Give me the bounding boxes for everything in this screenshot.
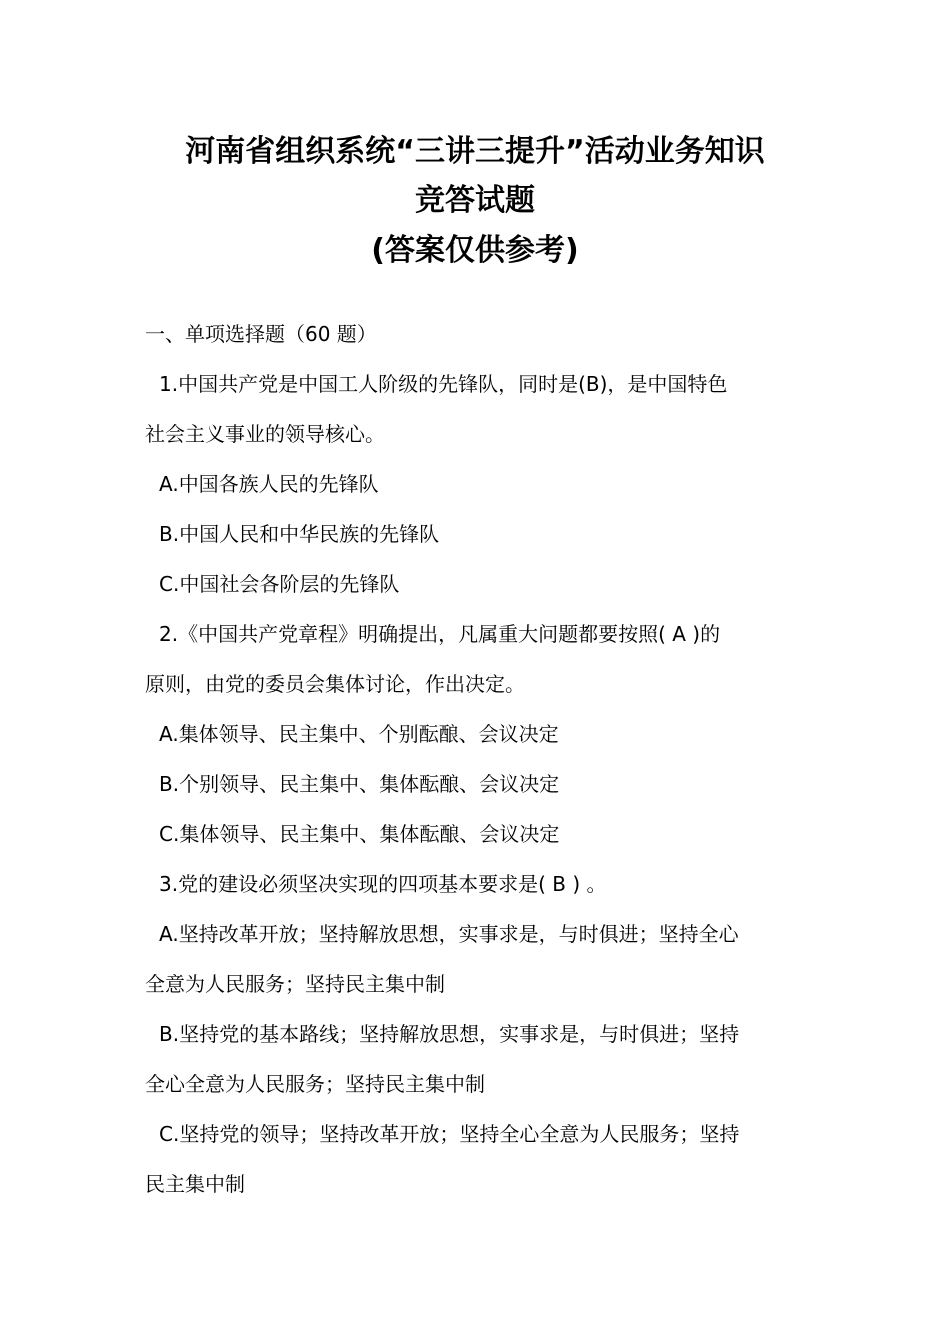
question-2-option-a: A.集体领导、民主集中、个别酝酿、会议决定 [159,722,559,746]
question-1: 1.中国共产党是中国工人阶级的先锋队，同时是(B)，是中国特色 [159,372,728,396]
question-2: 2.《中国共产党章程》明确提出，凡属重大问题都要按照( A )的 [159,622,721,646]
question-2-option-c: C.集体领导、民主集中、集体酝酿、会议决定 [159,822,560,846]
question-1-continued: 社会主义事业的领导核心。 [145,422,385,446]
section-heading: 一、单项选择题（60 题） [145,322,377,346]
question-3-option-a: A.坚持改革开放；坚持解放思想，实事求是，与时俱进；坚持全心 [159,922,739,946]
question-3-option-a-continued: 全意为人民服务；坚持民主集中制 [145,972,445,996]
document-body [145,309,815,1209]
question-1-option-c: C.中国社会各阶层的先锋队 [159,572,400,596]
question-3-option-b: B.坚持党的基本路线；坚持解放思想，实事求是，与时俱进；坚持 [159,1022,740,1046]
question-1-option-b: B.中国人民和中华民族的先锋队 [159,522,440,546]
question-2-continued: 原则，由党的委员会集体讨论，作出决定。 [145,672,525,696]
question-3-option-c: C.坚持党的领导；坚持改革开放；坚持全心全意为人民服务；坚持 [159,1122,740,1146]
document-title-line-2: 竞答试题 [415,183,535,218]
document-title-line-1: 河南省组织系统“三讲三提升”活动业务知识 [185,134,765,169]
question-1-option-a: A.中国各族人民的先锋队 [159,472,379,496]
question-3: 3.党的建设必须坚决实现的四项基本要求是( B ) 。 [159,872,607,896]
document-title-line-3: (答案仅供参考) [371,233,579,268]
question-3-option-c-continued: 民主集中制 [145,1172,245,1196]
question-2-option-b: B.个别领导、民主集中、集体酝酿、会议决定 [159,772,560,796]
question-3-option-b-continued: 全心全意为人民服务；坚持民主集中制 [145,1072,485,1096]
